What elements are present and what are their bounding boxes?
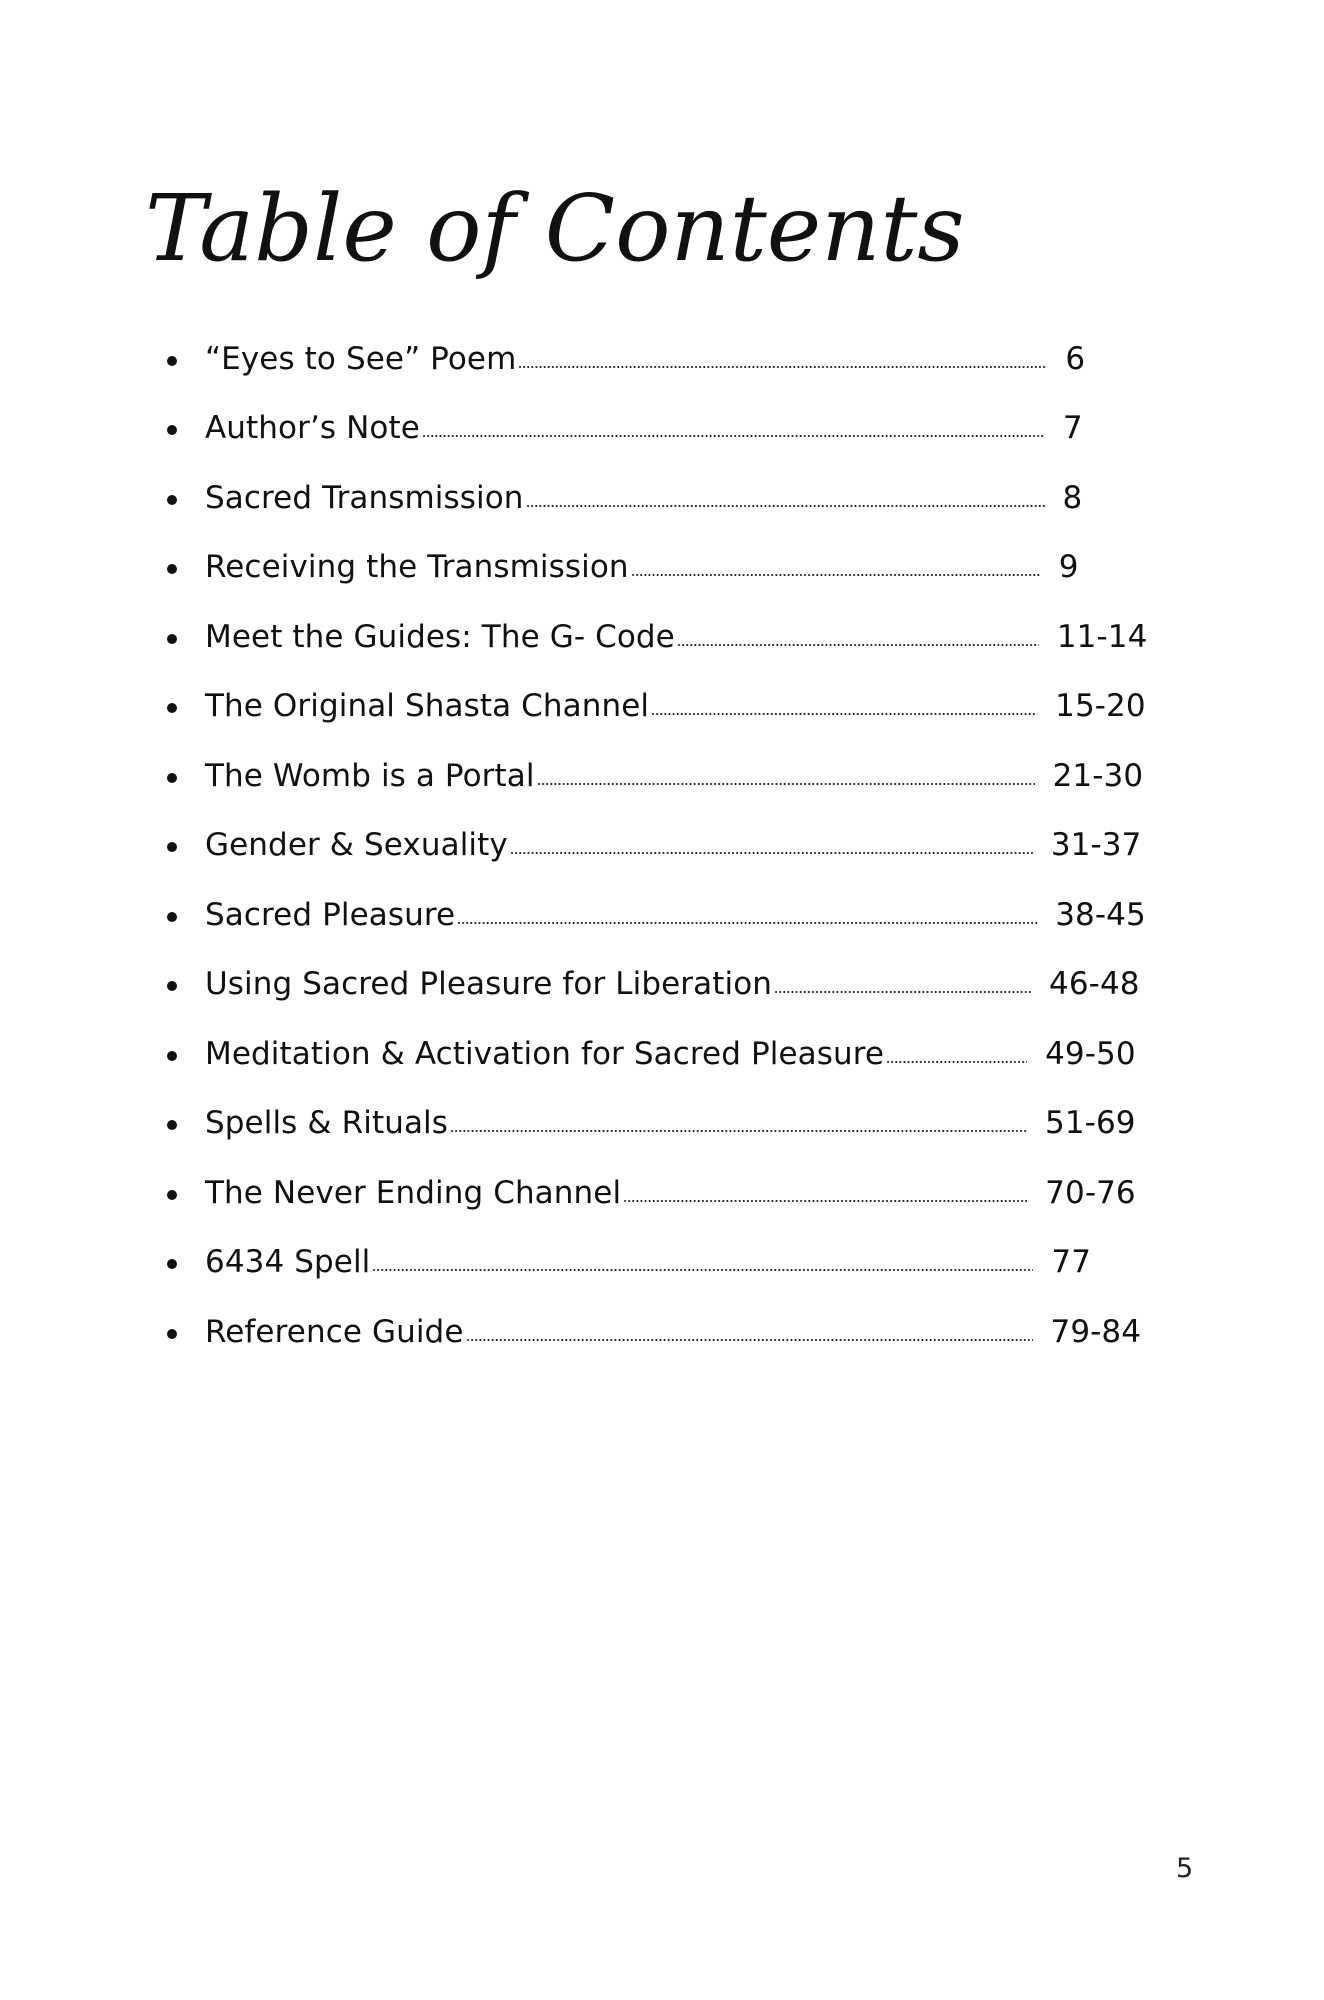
dot-leader — [526, 504, 1045, 508]
toc-entry-pages: 38-45 — [1055, 896, 1146, 933]
bullet-icon — [167, 634, 177, 644]
toc-entry-label: “Eyes to See” Poem — [205, 340, 517, 377]
toc-entry-pages: 21-30 — [1052, 757, 1144, 794]
bullet-icon — [167, 1259, 177, 1269]
toc-entry-label: Meditation & Activation for Sacred Pleasure — [205, 1035, 885, 1072]
toc-entry — [205, 533, 1079, 603]
bullet-icon — [167, 1190, 177, 1200]
toc-entry-pages: 49-50 — [1045, 1035, 1136, 1072]
toc-item — [165, 950, 1140, 1020]
toc-entry-pages: 11-14 — [1056, 618, 1148, 655]
toc-entry-label: The Original Shasta Channel — [205, 688, 650, 725]
toc-entry-pages: 70-76 — [1045, 1174, 1136, 1211]
bullet-icon — [167, 356, 177, 366]
bullet-icon — [167, 703, 177, 713]
toc-entry-label: Receiving the Transmission — [205, 549, 629, 586]
toc-entry-pages: 7 — [1062, 410, 1083, 447]
toc-item — [165, 1089, 1136, 1159]
toc-entry — [205, 1228, 1091, 1298]
toc-entry-label: Author’s Note — [205, 410, 420, 447]
bullet-icon — [167, 981, 177, 991]
toc-entry — [205, 950, 1140, 1020]
toc-item — [165, 811, 1142, 881]
dot-leader — [886, 1060, 1027, 1064]
toc-item — [165, 324, 1125, 394]
toc-entry-pages: 46-48 — [1049, 966, 1140, 1003]
toc-item — [165, 533, 1125, 603]
dot-leader — [510, 851, 1033, 855]
toc-entry-pages: 15-20 — [1055, 688, 1146, 725]
toc-entry-label: The Womb is a Portal — [205, 757, 535, 794]
toc-item — [165, 463, 1125, 533]
toc-entry — [205, 880, 1146, 950]
toc-entry-pages: 6 — [1065, 340, 1086, 377]
toc-entry — [205, 602, 1147, 672]
bullet-icon — [167, 842, 177, 852]
dot-leader — [518, 365, 1047, 369]
toc-entry-pages: 51-69 — [1045, 1105, 1136, 1142]
bullet-icon — [167, 1329, 177, 1339]
toc-entry-label: Meet the Guides: The G- Code — [205, 618, 675, 655]
dot-leader — [372, 1268, 1033, 1272]
toc-entry — [205, 741, 1143, 811]
toc-item — [165, 741, 1144, 811]
table-of-contents-list — [165, 324, 1148, 1367]
toc-item — [165, 1297, 1142, 1367]
toc-entry-pages: 8 — [1062, 479, 1083, 516]
toc-entry-pages: 9 — [1058, 549, 1079, 586]
bullet-icon — [167, 912, 177, 922]
toc-entry — [205, 1019, 1136, 1089]
toc-item — [165, 602, 1148, 672]
toc-entry — [205, 324, 1085, 394]
toc-item — [165, 880, 1146, 950]
bullet-icon — [167, 1120, 177, 1130]
toc-entry-label: Sacred Transmission — [205, 479, 524, 516]
toc-item — [165, 1158, 1136, 1228]
toc-entry-pages: 79-84 — [1050, 1313, 1142, 1350]
toc-entry-label: Gender & Sexuality — [205, 827, 508, 864]
bullet-icon — [167, 564, 177, 574]
dot-leader — [422, 434, 1045, 438]
toc-item — [165, 394, 1125, 464]
bullet-icon — [167, 425, 177, 435]
dot-leader — [631, 573, 1041, 577]
toc-entry — [205, 463, 1082, 533]
page-title-text: Table of Contents — [145, 175, 965, 282]
dot-leader — [774, 990, 1031, 994]
dot-leader — [457, 921, 1037, 925]
dot-leader — [651, 712, 1037, 716]
toc-item — [165, 672, 1146, 742]
toc-item — [165, 1228, 1125, 1298]
toc-entry — [205, 1297, 1141, 1367]
bullet-icon — [167, 495, 177, 505]
dot-leader — [677, 643, 1039, 647]
toc-entry — [205, 672, 1146, 742]
bullet-icon — [167, 773, 177, 783]
toc-entry-pages: 31-37 — [1050, 827, 1142, 864]
page-number: 5 — [1176, 1853, 1194, 1884]
toc-entry — [205, 1089, 1136, 1159]
toc-entry-label: The Never Ending Channel — [205, 1174, 622, 1211]
toc-entry-pages: 77 — [1051, 1244, 1092, 1281]
toc-entry-label: Sacred Pleasure — [205, 896, 456, 933]
bullet-icon — [167, 1051, 177, 1061]
dot-leader — [623, 1199, 1027, 1203]
page-title — [145, 168, 965, 298]
toc-entry-label: Spells & Rituals — [205, 1105, 449, 1142]
toc-entry-label: Reference Guide — [205, 1313, 464, 1350]
toc-entry-label: Using Sacred Pleasure for Liberation — [205, 966, 773, 1003]
dot-leader — [450, 1129, 1027, 1133]
dot-leader — [537, 782, 1035, 786]
script-title-graphic — [145, 168, 965, 298]
toc-entry-label: 6434 Spell — [205, 1244, 371, 1281]
toc-entry — [205, 811, 1141, 881]
dot-leader — [466, 1338, 1033, 1342]
toc-entry — [205, 394, 1083, 464]
toc-item — [165, 1019, 1136, 1089]
toc-entry — [205, 1158, 1136, 1228]
